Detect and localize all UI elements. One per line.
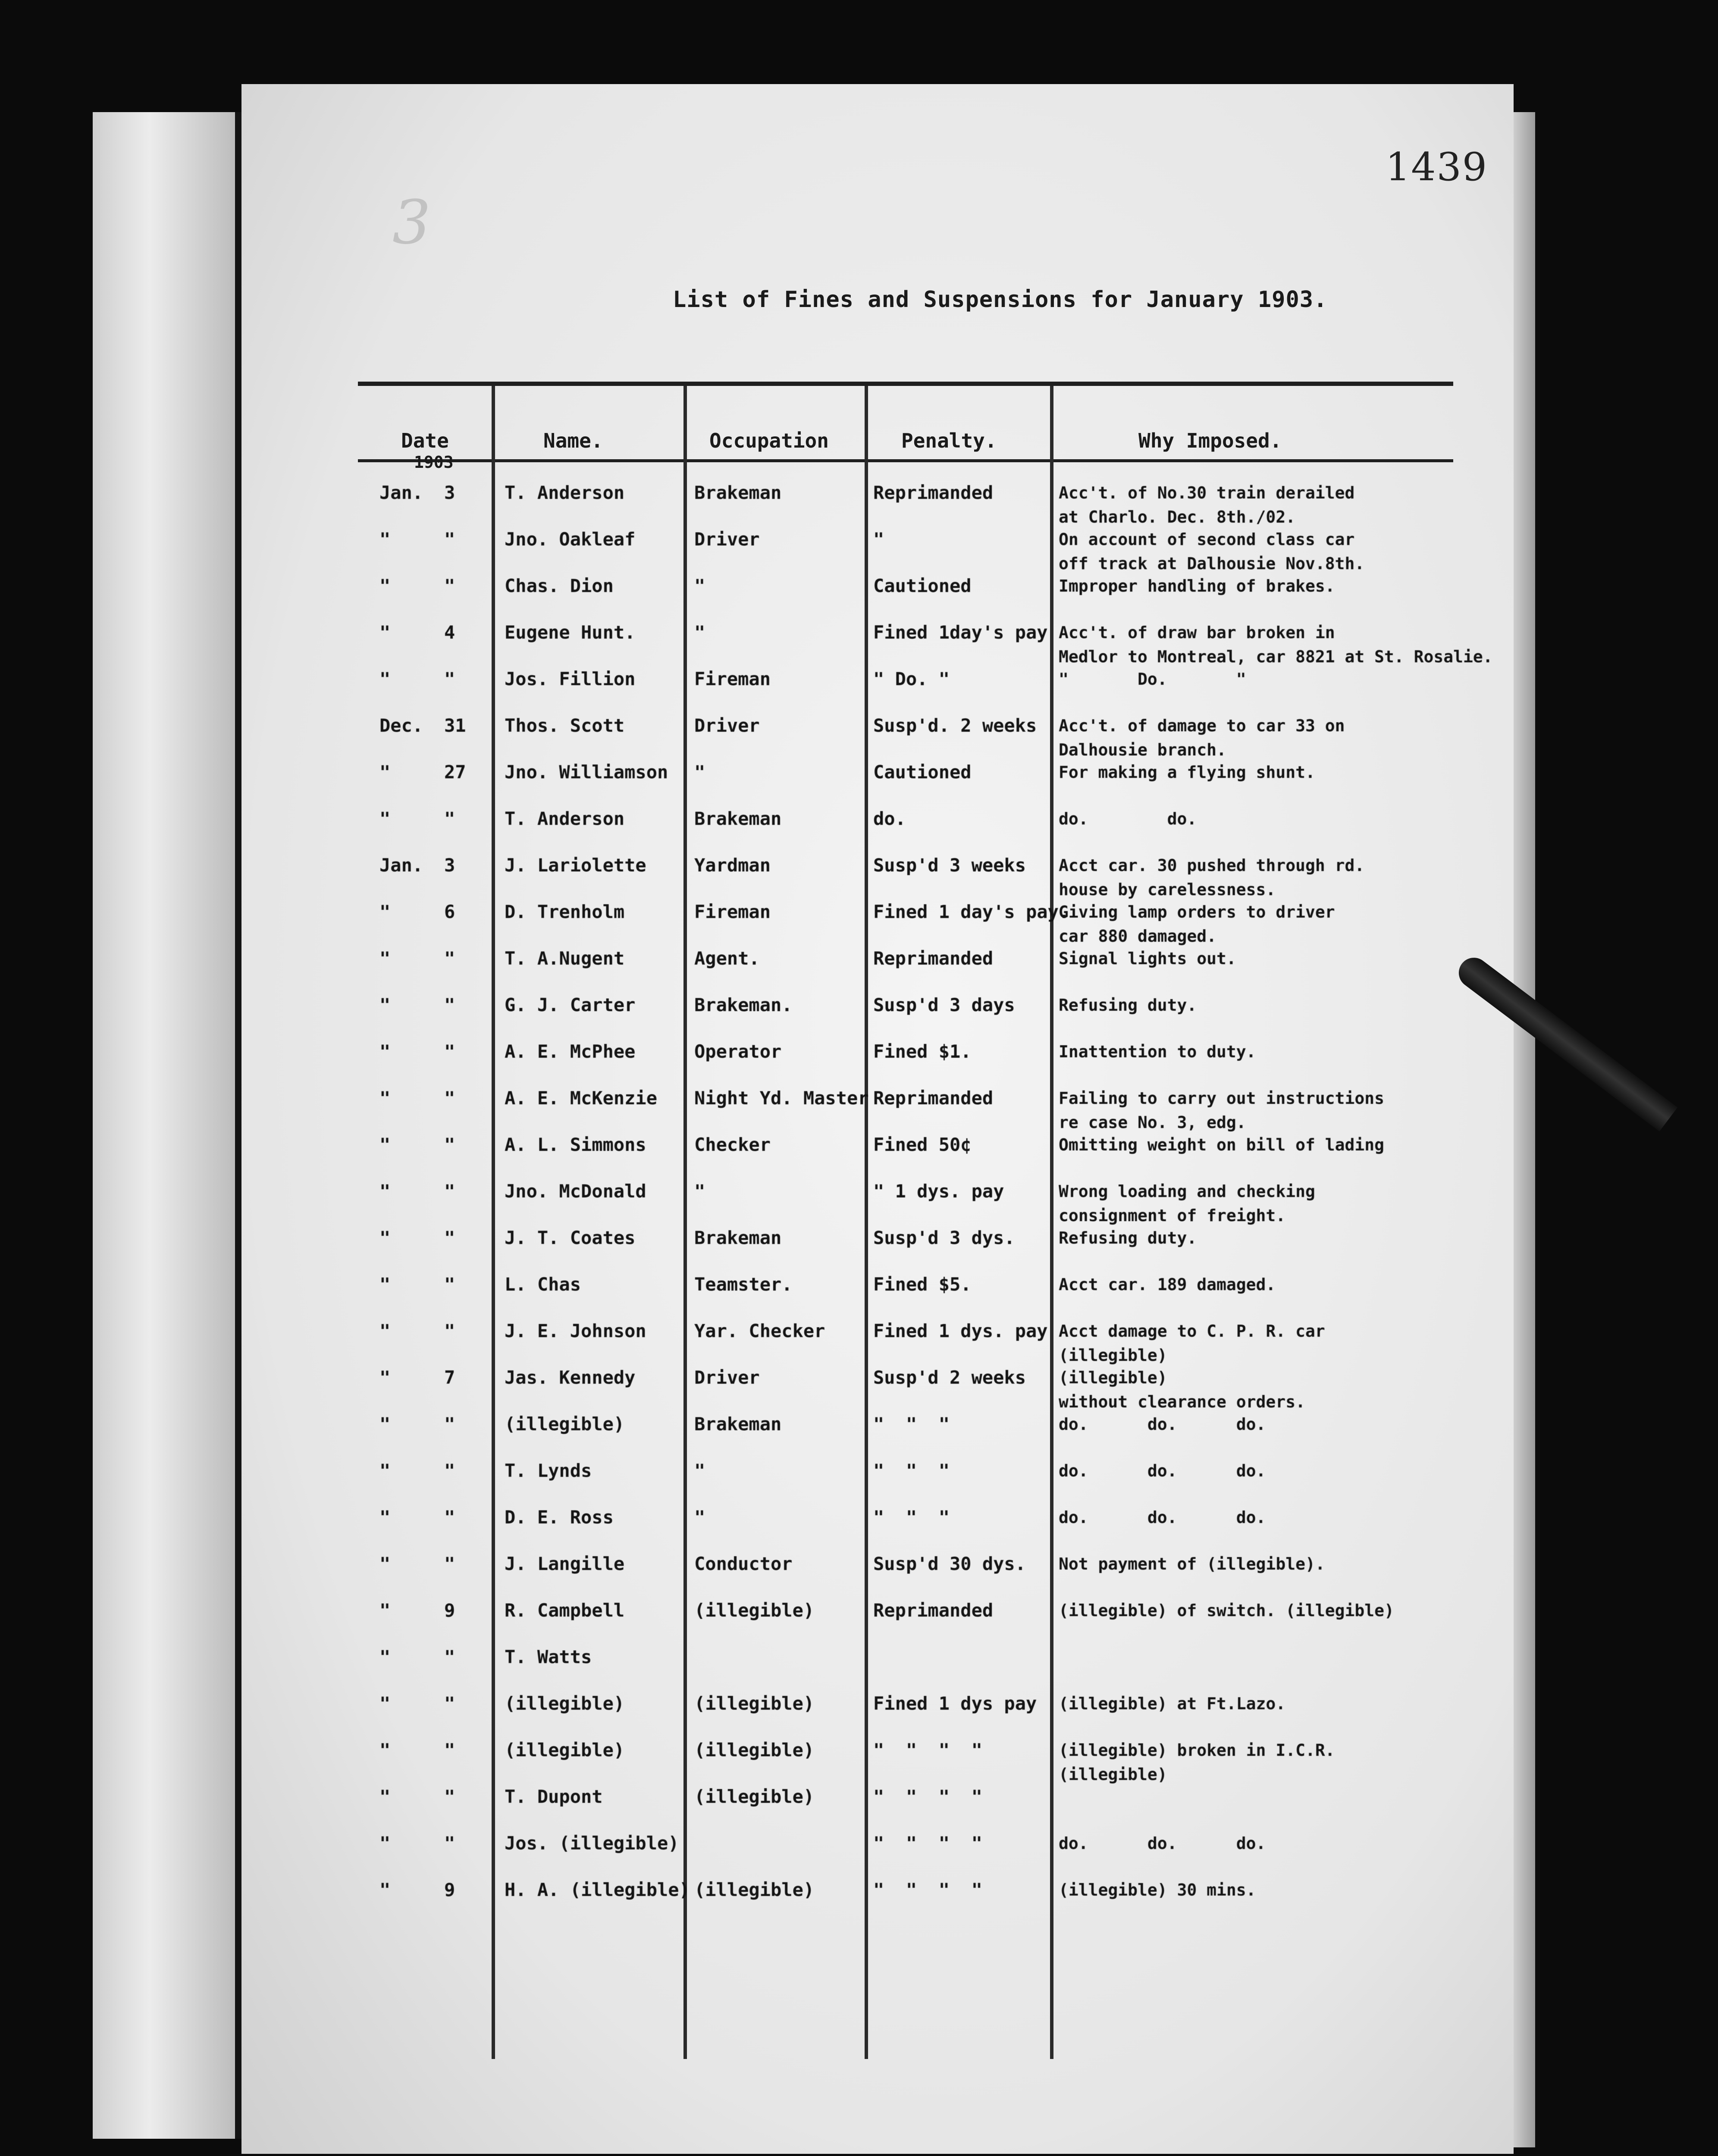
table-top-rule (358, 382, 1453, 386)
row-occupation: (illegible) (694, 1879, 815, 1900)
row-month: " (379, 1227, 391, 1248)
row-penalty: Fined $5. (873, 1274, 972, 1295)
row-penalty: Cautioned (873, 761, 972, 783)
table-header-rule (358, 459, 1453, 462)
row-reason: Refusing duty. (1059, 996, 1197, 1015)
row-month: " (379, 1413, 391, 1435)
row-name: D. Trenholm (505, 901, 625, 922)
row-occupation: " (694, 622, 705, 643)
row-day: " (444, 1227, 455, 1248)
row-month: " (379, 529, 391, 550)
row-occupation: " (694, 761, 705, 783)
row-name: T. Lynds (505, 1460, 592, 1481)
row-penalty: do. (873, 808, 906, 829)
row-day: 9 (444, 1600, 455, 1621)
row-reason: Improper handling of brakes. (1059, 577, 1335, 595)
row-month: " (379, 1507, 391, 1528)
column-header-occupation: Occupation (709, 429, 829, 452)
row-day: " (444, 994, 455, 1015)
row-occupation: (illegible) (694, 1600, 815, 1621)
row-reason: (illegible) of switch. (illegible) (1059, 1601, 1394, 1620)
row-day: " (444, 1041, 455, 1062)
row-month: Jan. (379, 855, 423, 876)
row-month: " (379, 1786, 391, 1807)
row-reason: (illegible) broken in I.C.R. (illegible) (1059, 1741, 1335, 1784)
row-name: Thos. Scott (505, 715, 625, 736)
row-penalty: Fined 1 dys. pay (873, 1320, 1048, 1341)
row-penalty: Susp'd. 2 weeks (873, 715, 1037, 736)
row-penalty: Reprimanded (873, 482, 994, 503)
row-occupation: Driver (694, 529, 760, 550)
row-penalty: Fined 1 day's pay. (873, 901, 1070, 922)
row-reason: do. do. do. (1059, 1461, 1266, 1480)
row-name: (illegible) (505, 1693, 625, 1714)
row-reason: Acc't. of damage to car 33 on Dalhousie branch. (1059, 716, 1345, 759)
row-day: " (444, 1460, 455, 1481)
row-occupation: " (694, 1507, 705, 1528)
row-name: D. E. Ross (505, 1507, 614, 1528)
row-occupation: " (694, 1181, 705, 1202)
row-name: Chas. Dion (505, 575, 614, 596)
row-name: H. A. (illegible) (505, 1879, 690, 1900)
row-month: " (379, 1879, 391, 1900)
letterbook-page (241, 84, 1514, 2154)
column-header-name: Name. (543, 429, 603, 452)
row-month: " (379, 1274, 391, 1295)
row-month: " (379, 1693, 391, 1714)
row-day: " (444, 668, 455, 689)
row-penalty: Fined $1. (873, 1041, 972, 1062)
row-name: R. Campbell (505, 1600, 625, 1621)
row-penalty: Reprimanded (873, 948, 994, 969)
row-penalty: " " " (873, 1460, 950, 1481)
row-penalty: " 1 dys. pay (873, 1181, 1004, 1202)
row-month: " (379, 622, 391, 643)
row-day: 7 (444, 1367, 455, 1388)
row-name: A. E. McPhee (505, 1041, 636, 1062)
row-day: 9 (444, 1879, 455, 1900)
year-header: 1903 (414, 453, 454, 472)
row-day: " (444, 529, 455, 550)
row-reason: For making a flying shunt. (1059, 763, 1315, 782)
row-name: Jno. Williamson (505, 761, 668, 783)
row-month: " (379, 668, 391, 689)
column-divider (865, 386, 868, 2059)
row-occupation: " (694, 1460, 705, 1481)
row-name: J. E. Johnson (505, 1320, 646, 1341)
row-occupation: Conductor (694, 1553, 793, 1574)
row-reason: do. do. do. (1059, 1834, 1266, 1853)
row-occupation: Operator (694, 1041, 782, 1062)
row-reason: On account of second class car off track at Dalhousie Nov.8th. (1059, 530, 1365, 573)
row-day: 31 (444, 715, 466, 736)
row-reason: do. do. do. (1059, 1415, 1266, 1434)
row-name: T. A.Nugent (505, 948, 625, 969)
row-day: " (444, 948, 455, 969)
row-occupation: Brakeman (694, 1413, 782, 1435)
row-name: Jas. Kennedy (505, 1367, 636, 1388)
row-occupation: Brakeman (694, 482, 782, 503)
row-occupation: (illegible) (694, 1786, 815, 1807)
row-reason: Omitting weight on bill of lading (1059, 1135, 1384, 1154)
margin-mark: 3 (392, 188, 431, 258)
row-name: T. Anderson (505, 808, 625, 829)
row-reason: (illegible) without clearance orders. (1059, 1368, 1305, 1411)
row-day: 4 (444, 622, 455, 643)
row-month: " (379, 1600, 391, 1621)
row-penalty: Fined 50¢ (873, 1134, 972, 1155)
column-divider (1050, 386, 1053, 2059)
row-day: " (444, 1786, 455, 1807)
row-penalty: " " " " (873, 1879, 982, 1900)
row-day: 3 (444, 855, 455, 876)
row-occupation: Brakeman (694, 808, 782, 829)
row-name: Eugene Hunt. (505, 622, 636, 643)
row-name: T. Watts (505, 1646, 592, 1667)
column-header-penalty: Penalty. (901, 429, 997, 452)
row-month: " (379, 1367, 391, 1388)
row-day: " (444, 1087, 455, 1109)
row-penalty: " " " " (873, 1786, 982, 1807)
row-penalty: Susp'd 3 weeks (873, 855, 1026, 876)
column-divider (492, 386, 495, 2059)
row-penalty: " " " (873, 1507, 950, 1528)
row-month: " (379, 948, 391, 969)
row-day: " (444, 1739, 455, 1761)
row-reason: do. do. (1059, 809, 1197, 828)
row-month: " (379, 1320, 391, 1341)
row-day: " (444, 575, 455, 596)
row-day: " (444, 1693, 455, 1714)
row-occupation: (illegible) (694, 1693, 815, 1714)
row-day: 27 (444, 761, 466, 783)
row-penalty: Fined 1 dys pay (873, 1693, 1037, 1714)
row-name: (illegible) (505, 1413, 625, 1435)
row-occupation: Brakeman. (694, 994, 793, 1015)
row-occupation: " (694, 575, 705, 596)
row-name: T. Dupont (505, 1786, 603, 1807)
row-day: " (444, 808, 455, 829)
row-penalty: " (873, 529, 884, 550)
row-name: G. J. Carter (505, 994, 636, 1015)
row-month: " (379, 994, 391, 1015)
row-month: " (379, 1087, 391, 1109)
row-penalty: Cautioned (873, 575, 972, 596)
row-day: " (444, 1134, 455, 1155)
row-reason: Wrong loading and checking consignment of freight. (1059, 1182, 1315, 1225)
folio-number: 1439 (1385, 144, 1488, 190)
row-month: " (379, 761, 391, 783)
row-reason: Failing to carry out instructions re case No. 3, edg. (1059, 1089, 1384, 1132)
row-day: " (444, 1833, 455, 1854)
row-occupation: Agent. (694, 948, 760, 969)
row-reason: Acct car. 189 damaged. (1059, 1275, 1276, 1294)
row-penalty: " " " (873, 1413, 950, 1435)
row-occupation: Yardman (694, 855, 771, 876)
row-day: " (444, 1553, 455, 1574)
row-reason: Refusing duty. (1059, 1228, 1197, 1247)
row-penalty: " Do. " (873, 668, 950, 689)
row-occupation: Driver (694, 715, 760, 736)
row-occupation: Night Yd. Master (694, 1087, 869, 1109)
row-day: " (444, 1646, 455, 1667)
row-month: " (379, 1134, 391, 1155)
row-reason: Acct damage to C. P. R. car (illegible) (1059, 1322, 1325, 1365)
row-occupation: Yar. Checker (694, 1320, 825, 1341)
row-reason: " Do. " (1059, 670, 1246, 689)
row-name: Jno. Oakleaf (505, 529, 636, 550)
row-occupation: Fireman (694, 668, 771, 689)
row-month: " (379, 1739, 391, 1761)
row-month: " (379, 808, 391, 829)
row-month: " (379, 1553, 391, 1574)
row-name: J. T. Coates (505, 1227, 636, 1248)
row-month: " (379, 1041, 391, 1062)
row-penalty: Fined 1day's pay (873, 622, 1048, 643)
row-name: A. L. Simmons (505, 1134, 646, 1155)
row-reason: (illegible) at Ft.Lazo. (1059, 1694, 1286, 1713)
row-reason: do. do. do. (1059, 1508, 1266, 1527)
row-reason: Signal lights out. (1059, 949, 1236, 968)
row-day: " (444, 1181, 455, 1202)
row-penalty: Reprimanded (873, 1087, 994, 1109)
row-name: Jno. McDonald (505, 1181, 646, 1202)
row-month: Dec. (379, 715, 423, 736)
column-divider (683, 386, 687, 2059)
row-day: 6 (444, 901, 455, 922)
row-day: " (444, 1413, 455, 1435)
row-occupation: Fireman (694, 901, 771, 922)
row-name: L. Chas (505, 1274, 581, 1295)
row-name: T. Anderson (505, 482, 625, 503)
row-reason: Acc't. of No.30 train derailed at Charlo. Dec. 8th./02. (1059, 483, 1355, 526)
column-header-reason: Why Imposed. (1138, 429, 1282, 452)
row-name: (illegible) (505, 1739, 625, 1761)
row-occupation: Checker (694, 1134, 771, 1155)
row-reason: Giving lamp orders to driver car 880 damaged. (1059, 903, 1335, 946)
row-penalty: Susp'd 30 dys. (873, 1553, 1026, 1574)
row-month: " (379, 1181, 391, 1202)
row-occupation: Driver (694, 1367, 760, 1388)
row-reason: Inattention to duty. (1059, 1042, 1256, 1061)
row-day: " (444, 1507, 455, 1528)
row-penalty: Susp'd 3 days (873, 994, 1015, 1015)
row-day: 3 (444, 482, 455, 503)
row-reason: Acc't. of draw bar broken in Medlor to Montreal, car 8821 at St. Rosalie. (1059, 623, 1493, 666)
row-month: " (379, 901, 391, 922)
row-name: J. Lariolette (505, 855, 646, 876)
column-header-date: Date (401, 429, 449, 452)
row-penalty: Reprimanded (873, 1600, 994, 1621)
row-reason: Acct car. 30 pushed through rd. house by carelessness. (1059, 856, 1365, 899)
row-month: Jan. (379, 482, 423, 503)
row-occupation: Teamster. (694, 1274, 793, 1295)
row-penalty: " " " " (873, 1833, 982, 1854)
document-title: List of Fines and Suspensions for January 1903. (673, 287, 1328, 313)
row-occupation: (illegible) (694, 1739, 815, 1761)
row-day: " (444, 1274, 455, 1295)
row-reason: Not payment of (illegible). (1059, 1554, 1325, 1573)
row-occupation: Brakeman (694, 1227, 782, 1248)
row-month: " (379, 1646, 391, 1667)
row-month: " (379, 575, 391, 596)
row-month: " (379, 1833, 391, 1854)
row-reason: (illegible) 30 mins. (1059, 1880, 1256, 1899)
row-penalty: Susp'd 3 dys. (873, 1227, 1015, 1248)
row-name: A. E. McKenzie (505, 1087, 658, 1109)
row-name: Jos. (illegible) (505, 1833, 679, 1854)
row-penalty: " " " " (873, 1739, 982, 1761)
row-month: " (379, 1460, 391, 1481)
binding-strip (93, 112, 248, 2139)
row-day: " (444, 1320, 455, 1341)
row-name: J. Langille (505, 1553, 625, 1574)
row-name: Jos. Fillion (505, 668, 636, 689)
row-penalty: Susp'd 2 weeks (873, 1367, 1026, 1388)
